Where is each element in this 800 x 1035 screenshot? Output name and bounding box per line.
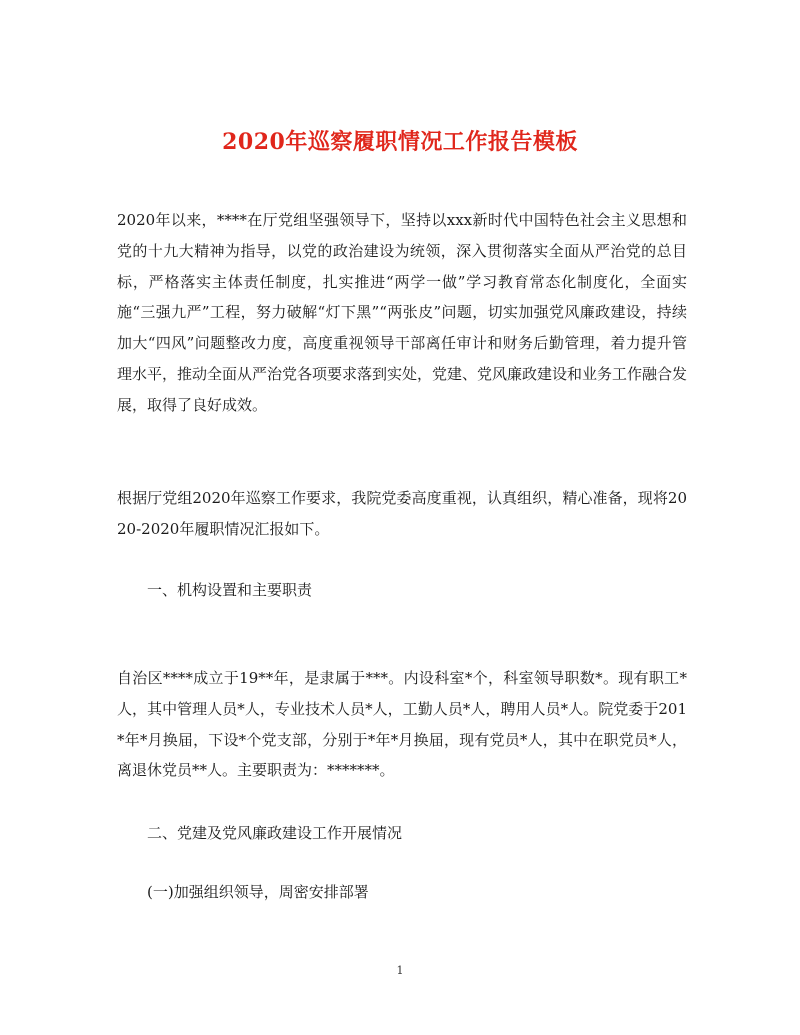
subsection-heading-1: (一)加强组织领导，周密安排部署: [147, 883, 369, 901]
section-heading-2: 二、党建及党风廉政建设工作开展情况: [147, 824, 403, 842]
intro-paragraph: 2020年以来，****在厅党组坚强领导下，坚持以xxx新时代中国特色社会主义思想和党的十九大精神为指导，以党的政治建设为统领，深入贯彻落实全面从严治党的总目标，严格落实主体责任制度，扎实推进“两学一做”学习教育常态化制度化，全面实施“三强九严”工程，努力破解“灯下黑”“两张皮”问题，切实加强党风廉政建设，持续加大“四风”问题整改力度，高度重视领导干部离任审计和财务后勤管理，着力提升管理水平，推动全面从严治党各项要求落到实处，党建、党风廉政建设和业务工作融合发展，取得了良好成效。: [117, 211, 688, 414]
organization-paragraph: 自治区****成立于19**年，是隶属于***。内设科室*个，科室领导职数*。现有职工*人，其中管理人员*人，专业技术人员*人，工勤人员*人，聘用人员*人。院党委于201*年*月换届，下设*个党支部，分别于*年*月换届，现有党员*人，其中在职党员*人，离退休党员**人。主要职责为：*******。: [117, 669, 687, 780]
section-heading-1: 一、机构设置和主要职责: [147, 581, 313, 599]
report-paragraph: 根据厅党组2020年巡察工作要求，我院党委高度重视，认真组织，精心准备，现将2020-2020年履职情况汇报如下。: [117, 489, 687, 538]
page-number: 1: [396, 964, 404, 977]
document-title: 2020年巡察履职情况工作报告模板: [222, 128, 578, 155]
